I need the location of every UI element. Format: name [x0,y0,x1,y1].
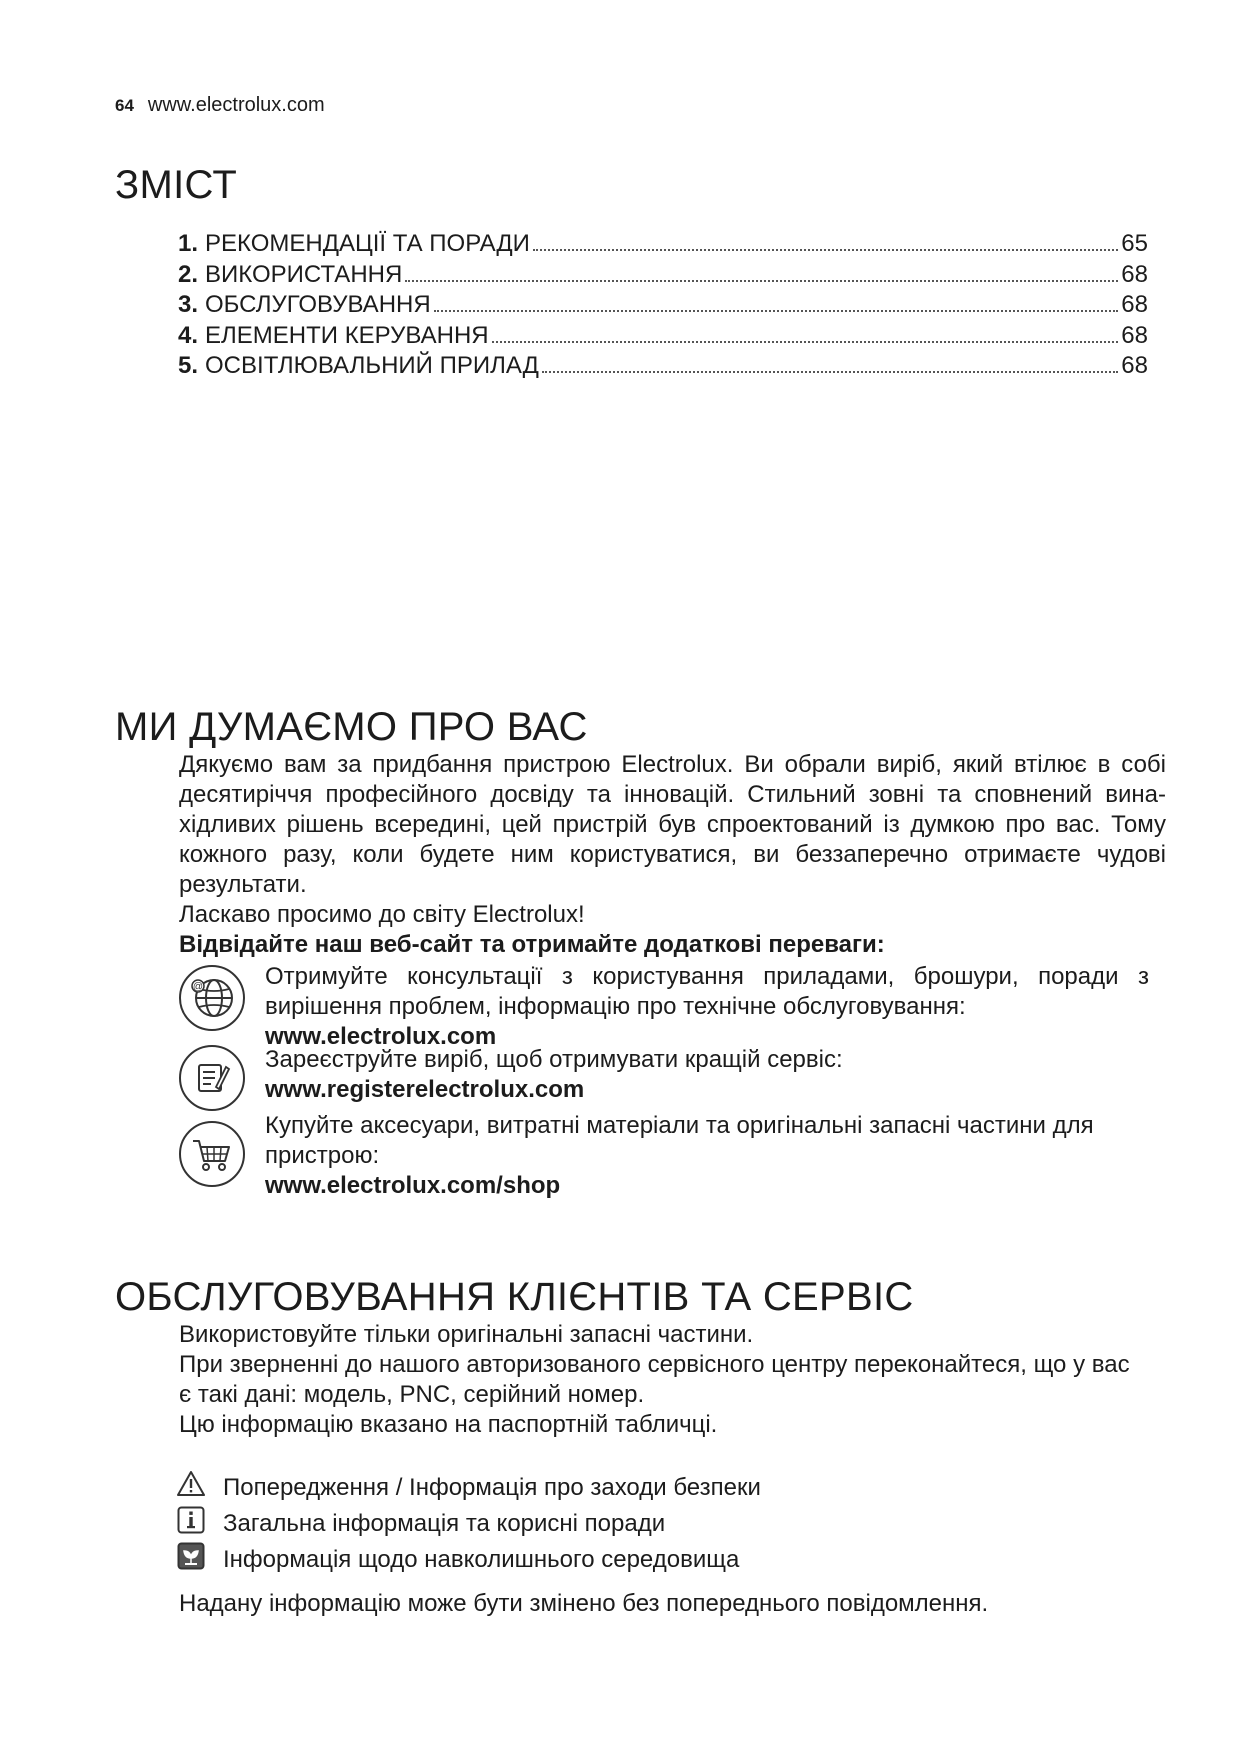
toc-leader [434,310,1119,312]
toc-item[interactable]: 2. ВИКОРИСТАННЯ 68 [178,260,1148,288]
toc-item[interactable]: 4. ЕЛЕМЕНТИ КЕРУВАННЯ 68 [178,321,1148,349]
disclaimer-note: Надану інформацію може бути змінено без попереднього повідомлення. [179,1590,989,1617]
toc-item-label: ВИКОРИСТАННЯ [205,260,403,288]
toc-item-page: 68 [1121,291,1148,318]
toc-item-page: 68 [1121,321,1148,349]
support-link[interactable]: www.electrolux.com [265,1023,497,1050]
cart-icon [179,1121,245,1187]
toc-item-page: 68 [1121,352,1148,379]
service-title: ОБСЛУГОВУВАННЯ КЛІЄНТІВ ТА СЕРВІС [115,1275,914,1319]
page-header [115,94,325,117]
toc-item-page: 65 [1121,230,1148,257]
toc-item-page: 68 [1121,260,1148,288]
toc-item[interactable]: 3. ОБСЛУГОВУВАННЯ 68 [178,291,1148,318]
feature-shop: Купуйте аксесуари, витратні матеріали та оригінальні запасні частини для пристрою: www.electrolux.com/shop [179,1111,1149,1206]
service-paragraph: Використовуйте тільки оригінальні запасні частини. При зверненні до нашого авторизованого сервісного центру переконайтеся, що у вас є такі дані: модель, PNC, серійний номер. Цю інформацію вказано на паспортній табличці. [179,1321,1130,1438]
toc-leader [492,341,1119,343]
toc-leader [405,280,1118,282]
table-of-contents [178,230,1148,383]
toc-item[interactable]: 5. ОСВІТЛЮВАЛЬНИЙ ПРИЛАД 68 [178,352,1148,379]
shop-link[interactable]: www.electrolux.com/shop [265,1172,561,1199]
toc-item[interactable]: 1. РЕКОМЕНДАЦІЇ ТА ПОРАДИ 65 [178,230,1148,257]
environment-icon [177,1542,205,1570]
about-paragraph: Дякуємо вам за придбання пристрою Electrolux. Ви обрали виріб, який втілює в собі десятиріччя професійного досвіду та інновацій. Стильний зовні та сповнений вина- хідливих рішень всередині, цей пристрій був спроектований із думкою про вас. Тому кожного разу, коли будете ним користуватися, ви беззаперечно отримаєте чудові результати. Ласкаво просимо до світу Electrolux! Відвідайте наш веб-сайт та отримайте додаткові переваги: [179,751,1166,958]
about-title: МИ ДУМАЄМО ПРО ВАС [115,705,588,749]
toc-item-label: РЕКОМЕНДАЦІЇ ТА ПОРАДИ [205,230,530,257]
toc-item-label: ОСВІТЛЮВАЛЬНИЙ ПРИЛАД [205,352,539,379]
register-link[interactable]: www.registerelectrolux.com [265,1076,585,1103]
feature-support: @ Отримуйте консультації з користування приладами, брошури, поради з вирішення проблем, інформацію про технічне обслуговування: www.electrolux.com [179,962,1149,1057]
register-icon [179,1045,245,1111]
globe-icon [179,965,245,1031]
toc-leader [542,371,1118,373]
warning-icon [177,1470,205,1498]
toc-item-label: ОБСЛУГОВУВАННЯ [205,291,431,318]
welcome-text: Ласкаво просимо до світу Electrolux! [179,901,585,928]
svg-text:@: @ [192,981,204,993]
toc-item-label: ЕЛЕМЕНТИ КЕРУВАННЯ [205,321,489,349]
visit-text: Відвідайте наш веб-сайт та отримайте додаткові переваги: [179,931,885,958]
page-number: 64 [115,96,134,115]
feature-register: Зареєструйте виріб, щоб отримувати кращій сервіс: www.registerelectrolux.com [179,1045,1149,1115]
toc-leader [533,249,1118,251]
toc-title: ЗМІСТ [115,163,238,207]
header-site-link[interactable]: www.electrolux.com [147,94,325,116]
info-icon [177,1506,205,1534]
